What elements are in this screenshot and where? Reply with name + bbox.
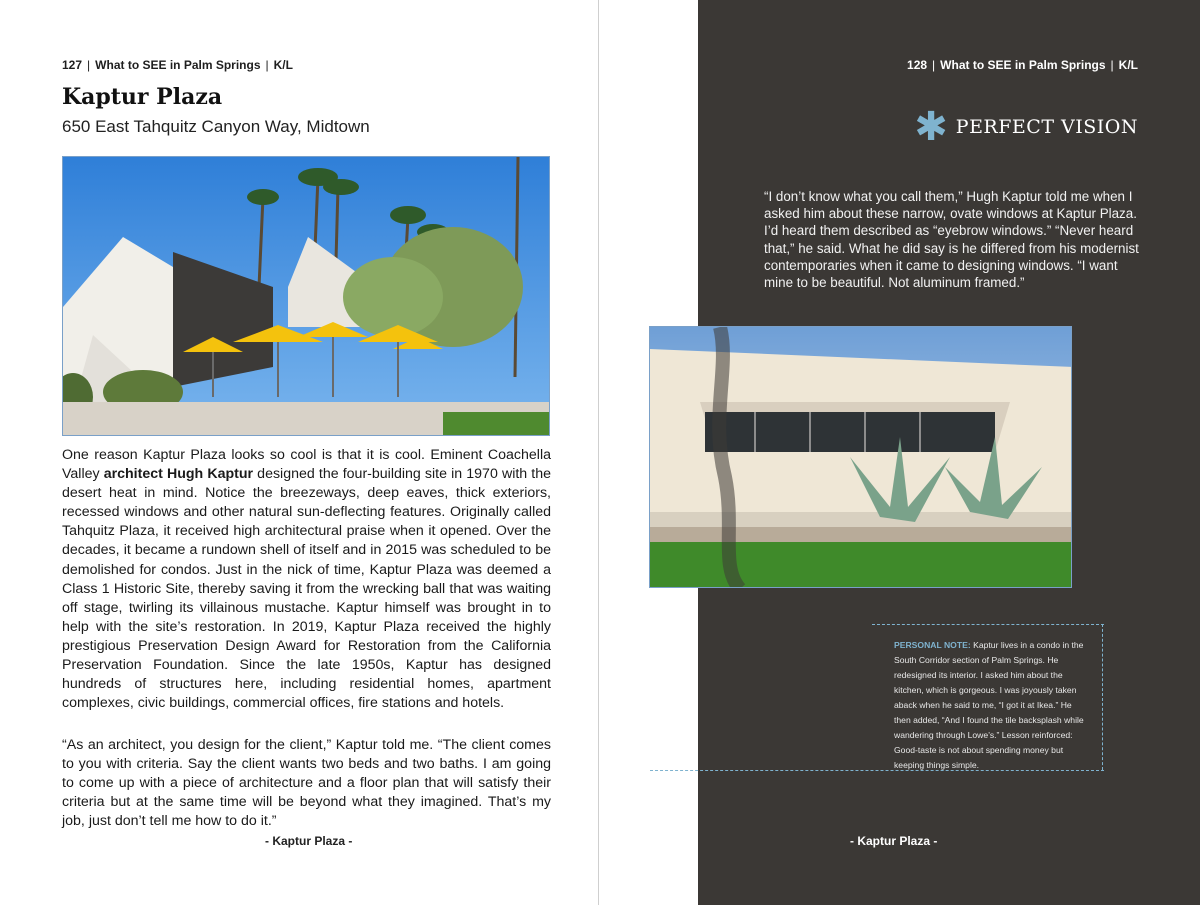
personal-note-body: Kaptur lives in a condo in the South Corridor section of Palm Springs. He redesigned its interior. I asked him about the kitchen, which is gorgeous. I was joyously taken aback when he said to me, “I got it at Ikea.” He then added, “And I found the tile backsplash while wandering through Lowe’s.” Lesson reinforced: Good-taste is not about spending money but keeping things simple. (894, 640, 1084, 770)
sidebar-title: PERFECT VISION (955, 116, 1138, 138)
section-name: What to SEE in Palm Springs (940, 58, 1106, 72)
page-number: 127 (62, 58, 83, 72)
sidebar-heading (914, 104, 1138, 150)
personal-note-label: PERSONAL NOTE: (894, 640, 971, 650)
para1-start: One reason Kaptur Plaza looks so cool is that it is cool. Eminent Coachella Valley (62, 447, 551, 483)
running-header: 127 | What to SEE in Palm Springs | K/L (62, 58, 293, 72)
section-name: What to SEE in Palm Springs (95, 58, 261, 72)
running-header: 128 | What to SEE in Palm Springs | K/L (907, 58, 1138, 72)
section-letters: K/L (273, 58, 293, 72)
page-title: Kaptur Plaza (62, 84, 223, 110)
sidebar-quote: “I don’t know what you call them,” Hugh Kaptur told me when I asked him about these narrow, ovate windows at Kaptur Plaza. I’d heard them described as “eyebrow windows.” “Never heard that,” he said. What he did say is he differed from his modernist contemporaries when it came to designing windows. “I want mine to be beautiful. Not aluminum framed.” (764, 189, 1139, 291)
page-footer: - Kaptur Plaza - (265, 834, 353, 848)
body-paragraph-1 (62, 446, 551, 713)
personal-note-box (650, 624, 1104, 770)
asterisk-flower-icon: ✱ (914, 104, 948, 150)
eyebrow-window-photo (649, 326, 1072, 588)
page-footer: - Kaptur Plaza - (850, 834, 938, 848)
para1-end: designed the four-building site in 1970 with the desert heat in mind. Notice the breezeways, deep eaves, thick exteriors, recessed windows and other natural sun-deflecting features. Originally called Tahquitz Plaza, it received high architectural praise when it opened. Over the decades, it became a rundown shell of itself and in 2015 was scheduled to be demolished for condos. Just in the nick of time, Kaptur Plaza was deemed a Class 1 Historic Site, thereby saving it from the wrecking ball that was waiting off stage, twirling its villainous mustache. Kaptur himself was brought in to help with the site’s restoration. In 2019, Kaptur Plaza received the highly prestigious Preservation Design Award for Restoration from the California Preservation Foundation. Since the late 1950s, Kaptur has designed hundreds of structures here, including residential homes, apartment complexes, civic buildings, commercial offices, fire stations and hotels. (62, 466, 552, 712)
dashed-border-top (872, 624, 1104, 625)
address: 650 East Tahquitz Canyon Way, Midtown (62, 117, 370, 136)
para1-bold: architect Hugh Kaptur (103, 466, 254, 483)
dashed-border-right (1102, 624, 1103, 770)
section-letters: K/L (1118, 58, 1138, 72)
kaptur-plaza-photo (62, 156, 550, 436)
body-paragraph-2: “As an architect, you design for the client,” Kaptur told me. “The client comes to you with criteria. Say the client wants two beds and two baths. I am going to come up with a piece of architecture and a floor plan that will satisfy their criteria but at the same time will be beyond what they imagined. That’s my job, just don’t tell me how to do it.” (62, 737, 551, 830)
page-number: 128 (907, 58, 928, 72)
personal-note-text (894, 638, 1088, 773)
